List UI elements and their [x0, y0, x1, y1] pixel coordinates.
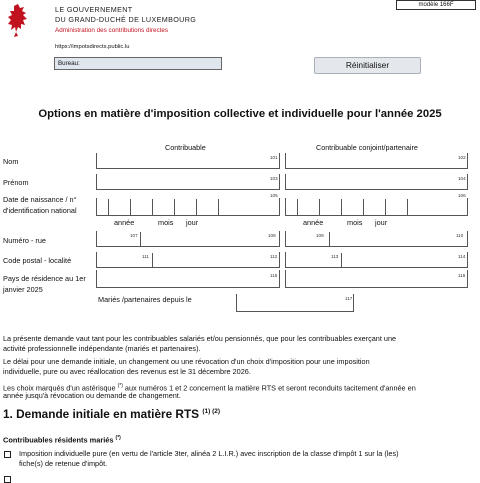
maries-depuis-field[interactable]	[236, 294, 354, 312]
gov-line1: LE GOUVERNEMENT	[55, 5, 133, 14]
field-number: 105	[270, 193, 278, 198]
field-number: 102	[458, 155, 466, 160]
rue-separator	[140, 232, 141, 246]
dob-separator	[319, 199, 320, 215]
section-1-title: 1. Demande initiale en matière RTS $^{(1) (2)}$	[3, 407, 221, 421]
luxembourg-lion-logo-icon	[6, 2, 32, 38]
field-number: 110	[456, 233, 464, 238]
dob-separator	[297, 199, 298, 215]
field-number: 104	[458, 176, 466, 181]
dob-mois-label: mois	[158, 218, 174, 227]
info-paragraph-3-line2: année jusqu'à révocation ou demande de changement.	[3, 391, 181, 400]
field-number: 116	[458, 273, 466, 278]
field-number: 109	[316, 233, 324, 238]
dob-separator	[363, 199, 364, 215]
page-title: Options en matière d'imposition collective et individuelle pour l'année 2025	[38, 108, 442, 120]
rue-conjoint-field[interactable]	[285, 231, 468, 247]
administration-name: Administration des contributions directes	[55, 27, 169, 34]
dob-separator	[341, 199, 342, 215]
rue-separator	[329, 232, 330, 246]
dob-jour-label: jour	[186, 218, 199, 227]
label-code-postal: Code postal - localité	[3, 256, 72, 265]
label-nom: Nom	[3, 157, 19, 166]
label-maries-depuis: Mariés /partenaires depuis le	[98, 295, 192, 304]
dob-id-conjoint-field[interactable]	[285, 198, 468, 216]
field-number: 111	[142, 254, 149, 259]
prenom-conjoint-field[interactable]	[285, 174, 468, 190]
field-number: 117	[345, 296, 353, 301]
gov-line2: DU GRAND-DUCHÉ DE LUXEMBOURG	[55, 15, 197, 24]
cp-conjoint-field[interactable]	[285, 252, 468, 268]
dob-mois-label: mois	[347, 218, 363, 227]
label-rue: Numéro - rue	[3, 236, 46, 245]
prenom-field[interactable]	[96, 174, 280, 190]
dob-separator	[108, 199, 109, 215]
cp-field[interactable]	[96, 252, 280, 268]
column-contribuable: Contribuable	[165, 143, 206, 152]
nom-field[interactable]	[96, 153, 280, 169]
nom-conjoint-field[interactable]	[285, 153, 468, 169]
dob-separator	[407, 199, 408, 215]
dob-separator	[385, 199, 386, 215]
model-badge: modèle 166F	[396, 0, 476, 10]
info-paragraph-2-line1: Le délai pour une demande initiale, un changement ou une révocation d'un choix d'imposition pour une imposition	[3, 357, 370, 366]
dob-separator	[218, 199, 219, 215]
cp-separator	[341, 253, 342, 267]
bureau-label: Bureau:	[58, 60, 80, 67]
info-paragraph-1-line2: activité professionnelle indépendante (mariés et partenaires).	[3, 344, 201, 353]
reset-button[interactable]: Réinitialiser	[314, 57, 421, 74]
dob-separator	[196, 199, 197, 215]
field-number: 112	[270, 254, 278, 259]
option-1-label-line1: Imposition individuelle pure (en vertu de l'article 3ter, alinéa 2 L.I.R.) avec inscription de la classe d'impôt 1 sur la (les)	[19, 449, 399, 458]
dob-separator	[152, 199, 153, 215]
label-pays-line1: Pays de résidence au 1er	[3, 274, 86, 283]
label-pays-line2: janvier 2025	[3, 285, 43, 294]
info-paragraph-1-line1: La présente demande vaut tant pour les contribuables salariés et/ou pensionnés, que pour les contribuables exerçant une	[3, 334, 397, 343]
dob-separator	[174, 199, 175, 215]
option-1-checkbox[interactable]	[4, 451, 11, 458]
field-number: 108	[268, 233, 276, 238]
section-1-subtitle: Contribuables résidents mariés (*)	[3, 435, 121, 445]
label-dob-line1: Date de naissance / n°	[3, 195, 77, 204]
site-url[interactable]: https://impotsdirects.public.lu	[55, 44, 130, 50]
dob-jour-label: jour	[375, 218, 388, 227]
field-number: 115	[270, 273, 278, 278]
column-conjoint: Contribuable conjoint/partenaire	[316, 143, 418, 152]
field-number: 103	[270, 176, 278, 181]
field-number: 114	[458, 254, 466, 259]
dob-annee-label: année	[114, 218, 135, 227]
field-number: 106	[458, 193, 466, 198]
label-prenom: Prénom	[3, 178, 29, 187]
rue-field[interactable]	[96, 231, 280, 247]
field-number: 107	[130, 233, 138, 238]
dob-id-field[interactable]	[96, 198, 280, 216]
dob-annee-label: année	[303, 218, 324, 227]
cp-separator	[152, 253, 153, 267]
dob-separator	[130, 199, 131, 215]
field-number: 101	[270, 155, 278, 160]
info-paragraph-3-line1: Les choix marqués d'un astérisque (*) aux numéros 1 et 2 concernent la matière RTS et seront reconduits tacitement d'année en	[3, 383, 416, 393]
pays-conjoint-field[interactable]	[285, 270, 468, 288]
label-dob-line2: d'identification national	[3, 206, 77, 215]
pays-field[interactable]	[96, 270, 280, 288]
option-1-label-line2: fiche(s) de retenue d'impôt.	[19, 459, 108, 468]
bureau-field[interactable]	[54, 57, 222, 70]
info-paragraph-2-line2: individuelle, pure ou avec réallocation des revenus est le 31 décembre 2026.	[3, 367, 251, 376]
field-number: 113	[331, 254, 339, 259]
